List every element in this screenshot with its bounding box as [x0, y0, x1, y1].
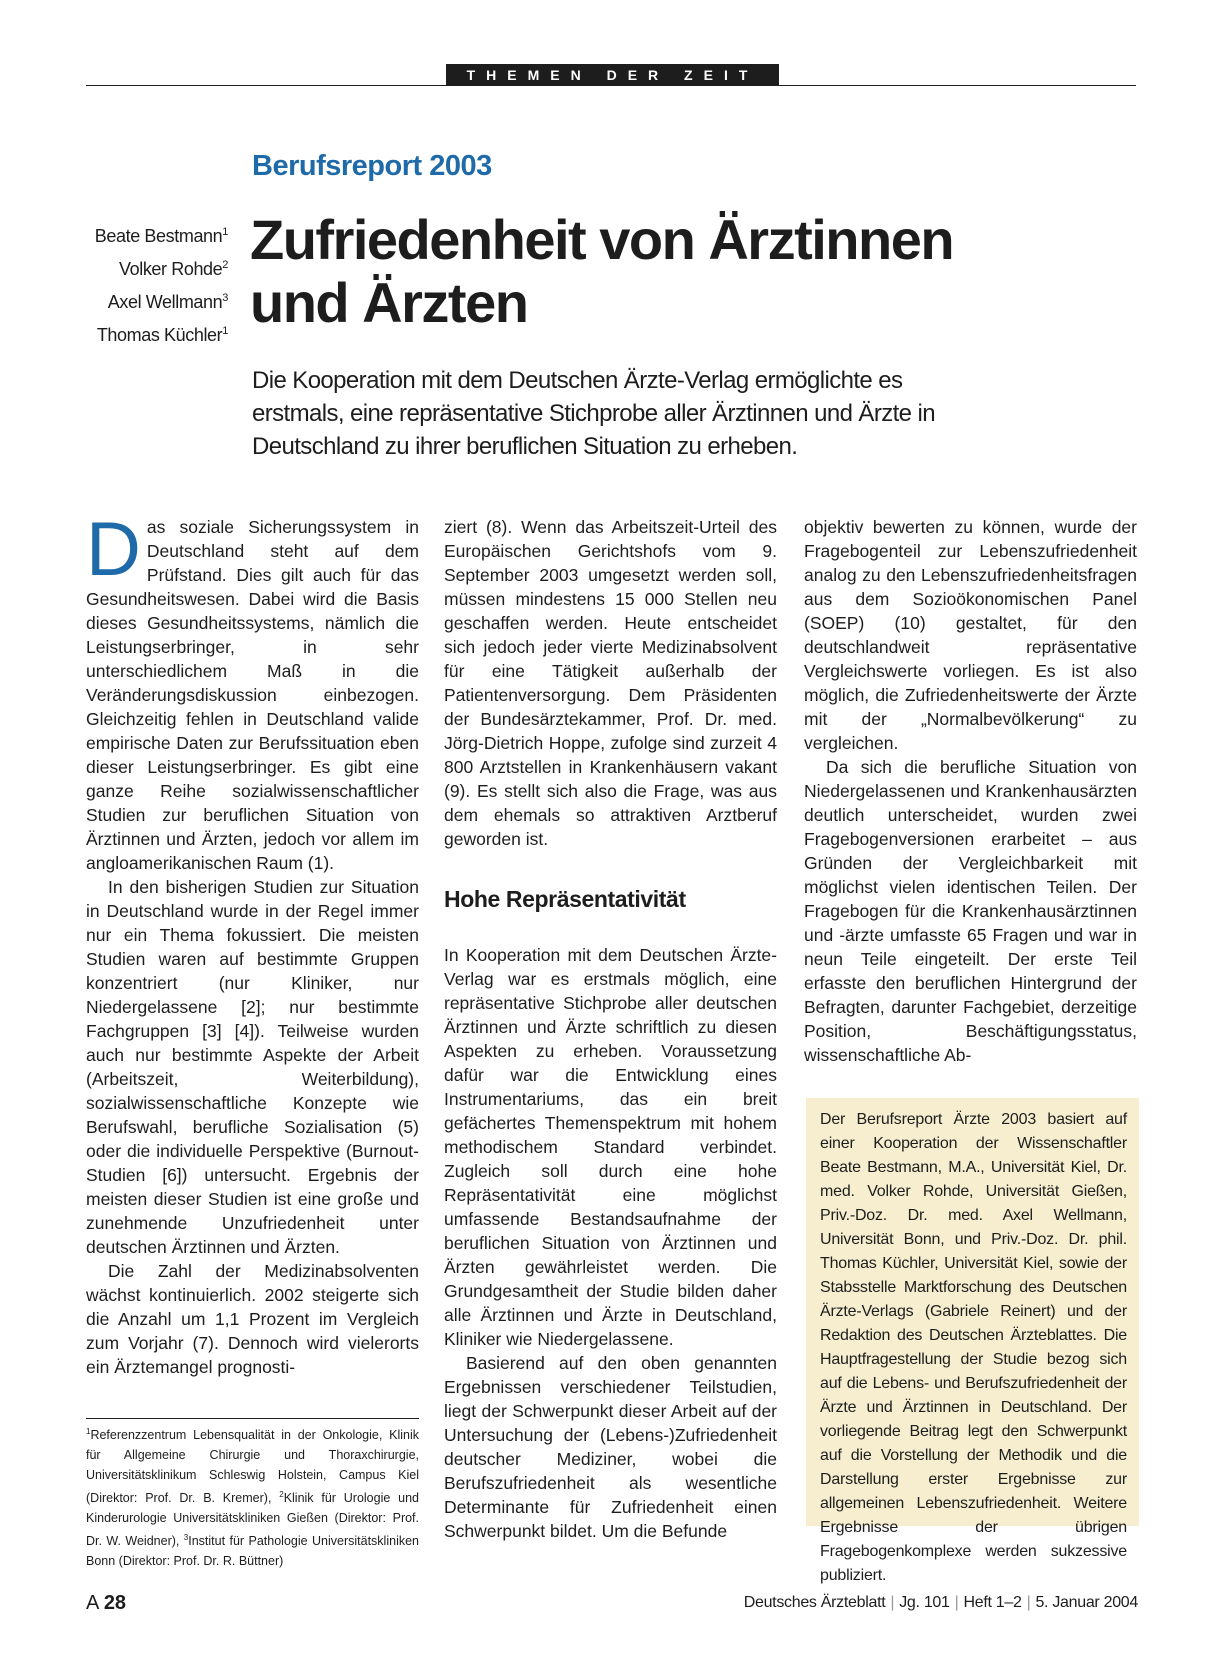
- body-paragraph: In den bisherigen Studien zur Situation in Deutschland wurde in der Regel immer nur ein Thema fokussiert. Die meisten Studien waren auf bestimmte Gruppen konzentriert (nur Kliniker, nur Niedergelassene [2]; nur bestimmte Fachgruppen [3] [4]). Teilweise wurden auch nur bestimmte Aspekte der Arbeit (Arbeitszeit, Weiterbildung), sozialwissenschaftliche Konzepte wie Berufswahl, berufliche Sozialisation (5) oder die individuelle Perspektive (Burnout-Studien [6]) untersucht. Ergebnis der meisten dieser Studien ist eine große und zunehmende Unzufriedenheit unter deutschen Ärztinnen und Ärzten.: [86, 877, 419, 1257]
- section-heading: Hohe Repräsentativität: [444, 886, 686, 912]
- journal-issue: Heft 1–2: [963, 1594, 1022, 1611]
- body-column-1: [86, 507, 419, 1379]
- body-paragraph: Basierend auf den oben genannten Ergebnissen verschiedener Teilstudien, liegt der Schwerpunkt dieser Arbeit auf der Untersuchung der (Lebens-)Zufriedenheit deutscher Mediziner, wobei die Berufszufriedenheit als wesentliche Determinante für Zufriedenheit einen Schwerpunkt bildet. Um die Befunde: [444, 1353, 777, 1541]
- page-number: A 28: [86, 1592, 127, 1614]
- footnote: $^1$Referenzzentrum Lebensqualität in der Onkologie, Klinik für Allgemeine Chirurgie und Thoraxchirurgie, Universitätsklinikum Schleswig Holstein, Campus Kiel (Direktor: Prof. Dr. B. Kremer), $^2$Klinik für Urologie und Kinderurologie Universitätskliniken Gießen (Direktor: Prof. Dr. W. Weidner), $^3$Institut für Pathologie Universitätskliniken Bonn (Direktor: Prof. Dr. R. Büttner): [86, 1427, 419, 1569]
- body-paragraph: Das soziale Sicherungssystem in Deutschland steht auf dem Prüfstand. Dies gilt auch für das Gesundheitswesen. Dabei wird die Basis dieses Gesundheitssystems, nämlich die Leistungserbringer, in sehr unterschiedlichem Maß in die Veränderungsdiskussion einbezogen. Gleichzeitig fehlen in Deutschland valide empirische Daten zur Berufssituation eben dieser Leistungserbringer. Es gibt eine ganze Reihe sozialwissenschaftlicher Studien zur beruflichen Situation von Ärztinnen und Ärzten, jedoch vor allem im angloamerikanischen Raum (1).: [86, 507, 419, 873]
- body-paragraph: objektiv bewerten zu können, wurde der Fragebogenteil zur Lebenszufriedenheit analog zu den Lebenszufriedenheitsfragen aus dem Sozioökonomischen Panel (SOEP) (10) gestaltet, für den deutschlandweit repräsentative Vergleichswerte vorliegen. Es ist also möglich, die Zufriedenheitswerte der Ärzte mit der „Normalbevölkerung“ zu vergleichen.: [804, 517, 1137, 753]
- journal-info: Deutsches Ärzteblatt | Jg. 101 | Heft 1–2 | 5. Januar 2004: [743, 1594, 1138, 1611]
- body-column-3: [804, 515, 1137, 1067]
- article-lead: Die Kooperation mit dem Deutschen Ärzte-Verlag ermöglichte es erstmals, eine repräsentative Stichprobe aller Ärztinnen und Ärzte in Deutschland zu ihrer beruflichen Situation zu erheben.: [252, 367, 935, 460]
- article-title: [250, 208, 1130, 334]
- drop-cap: D: [86, 507, 141, 592]
- author: Beate Bestmann$^1$: [94, 226, 228, 246]
- author: Thomas Küchler$^1$: [96, 325, 228, 345]
- article-kicker: Berufsreport 2003: [252, 150, 492, 182]
- title-line: Zufriedenheit von Ärztinnen: [250, 208, 954, 271]
- body-paragraph: Da sich die berufliche Situation von Niedergelassenen und Krankenhausärzten deutlich unterscheidet, wurden zwei Fragebogenversionen erarbeitet – aus Gründen der Vergleichbarkeit mit möglichst vielen identischen Teilen. Der Fragebogen für die Krankenhausärztinnen und -ärzte umfasste 65 Fragen und war in neun Teile eingeteilt. Der erste Teil erfasste den beruflichen Hintergrund der Befragten, darunter Fachgebiet, derzeitige Position, Beschäftigungsstatus, wissenschaftliche Ab-: [804, 757, 1137, 1065]
- author: Axel Wellmann$^3$: [107, 292, 228, 312]
- author: Volker Rohde$^2$: [119, 259, 228, 279]
- journal-volume: Jg. 101: [899, 1594, 950, 1611]
- info-box: Der Berufsreport Ärzte 2003 basiert auf einer Kooperation der Wissenschaftler Beate Bestmann, M.A., Universität Kiel, Dr. med. Volker Rohde, Universität Gießen, Priv.-Doz. Dr. med. Axel Wellmann, Universität Bonn, und Priv.-Doz. Dr. phil. Thomas Küchler, Universität Kiel, sowie der Stabsstelle Marktforschung des Deutschen Ärzte-Verlags (Gabriele Reinert) und der Redaktion des Deutschen Ärzteblattes. Die Hauptfragestellung der Studie bezog sich auf die Lebens- und Berufszufriedenheit der Ärzte und Ärztinnen in Deutschland. Der vorliegende Beitrag legt den Schwerpunkt auf die Vorstellung der Methodik und die Darstellung erster Ergebnisse zur allgemeinen Lebenszufriedenheit. Weitere Ergebnisse der übrigen Fragebogenkomplexe werden sukzessive publiziert.: [806, 1098, 1139, 1526]
- journal-date: 5. Januar 2004: [1035, 1594, 1138, 1611]
- journal-name: Deutsches Ärzteblatt: [743, 1594, 886, 1611]
- body-paragraph: Die Zahl der Medizinabsolventen wächst kontinuierlich. 2002 steigerte sich die Anzahl um 1,1 Prozent im Vergleich zum Vorjahr (7). Dennoch wird vielerorts ein Ärztemangel prognosti-: [86, 1261, 419, 1377]
- body-paragraph: In Kooperation mit dem Deutschen Ärzte-Verlag war es erstmals möglich, eine repräsentative Stichprobe aller deutschen Ärztinnen und Ärzte schriftlich zu diesen Aspekten zu erheben. Voraussetzung dafür war die Entwicklung eines Instrumentariums, das ein breit gefächertes Themenspektrum mit hohem methodischem Standard verbindet. Zugleich soll durch eine hohe Repräsentativität eine möglichst umfassende Bestandsaufnahme der beruflichen Situation von Ärztinnen und Ärzten gewährleistet werden. Die Grundgesamtheit der Studie bilden daher alle Ärztinnen und Ärzte in Deutschland, Kliniker wie Niedergelassene.: [444, 945, 777, 1349]
- body-column-2: [444, 515, 777, 1543]
- title-line: und Ärzten: [250, 271, 528, 334]
- footnote-rule: [86, 1418, 419, 1419]
- section-tag: THEMEN DER ZEIT: [446, 64, 779, 86]
- author-list: [60, 218, 228, 350]
- body-paragraph: ziert (8). Wenn das Arbeitszeit-Urteil des Europäischen Gerichtshofs vom 9. September 2003 umgesetzt werden soll, müssen mindestens 15 000 Stellen neu geschaffen werden. Heute entscheidet sich jedoch jeder vierte Medizinabsolvent für eine Tätigkeit außerhalb der Patientenversorgung. Dem Präsidenten der Bundesärztekammer, Prof. Dr. med. Jörg-Dietrich Hoppe, zufolge sind zurzeit 4 800 Arztstellen in Krankenhäusern vakant (9). Es stellt sich also die Frage, was aus dem ehemals so attraktiven Arztberuf geworden ist.: [444, 517, 777, 849]
